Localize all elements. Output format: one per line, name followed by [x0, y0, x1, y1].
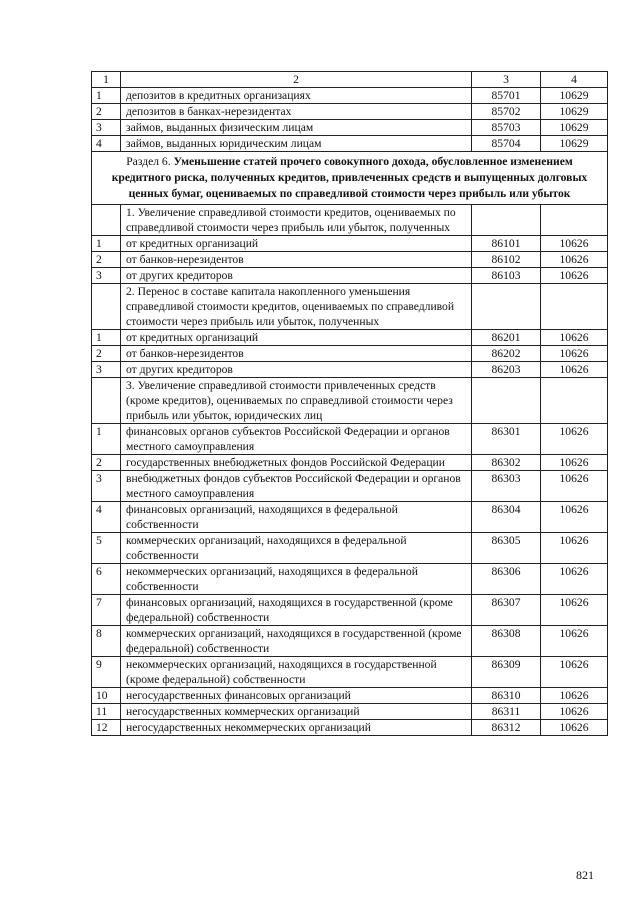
row-account: 10626: [541, 268, 608, 284]
group-heading: 2. Перенос в составе капитала накопленного уменьшения справедливой стоимости кредитов, оцениваемых по справедливой стоимости через прибыль или убыток, полученных: [121, 284, 472, 330]
row-number: 3: [92, 120, 121, 136]
row-number: 2: [92, 455, 121, 471]
row-number: 7: [92, 595, 121, 626]
group-heading-row: [92, 205, 608, 236]
row-code: 86304: [472, 502, 541, 533]
row-text: коммерческих организаций, находящихся в федеральной собственности: [121, 533, 472, 564]
row-text: займов, выданных физическим лицам: [121, 120, 472, 136]
row-text: финансовых организаций, находящихся в федеральной собственности: [121, 502, 472, 533]
row-number: 1: [92, 330, 121, 346]
header-cell: 1: [92, 72, 121, 88]
row-number: 2: [92, 346, 121, 362]
row-number: 1: [92, 424, 121, 455]
row-number: 1: [92, 236, 121, 252]
row-number: 4: [92, 136, 121, 152]
row-account: 10626: [541, 720, 608, 736]
row-account: 10626: [541, 704, 608, 720]
table-row: [92, 120, 608, 136]
row-code: 86308: [472, 626, 541, 657]
row-number: 5: [92, 533, 121, 564]
table-row: [92, 595, 608, 626]
row-account: 10626: [541, 626, 608, 657]
row-number: 1: [92, 88, 121, 104]
row-text: депозитов в кредитных организациях: [121, 88, 472, 104]
header-cell: 4: [541, 72, 608, 88]
row-account: 10626: [541, 533, 608, 564]
row-number: 11: [92, 704, 121, 720]
table-row: [92, 268, 608, 284]
row-number: 8: [92, 626, 121, 657]
row-account: 10626: [541, 455, 608, 471]
row-account: 10629: [541, 104, 608, 120]
row-code: 86103: [472, 268, 541, 284]
row-number: 4: [92, 502, 121, 533]
row-text: финансовых органов субъектов Российской Федерации и органов местного самоуправления: [121, 424, 472, 455]
row-code: 86302: [472, 455, 541, 471]
row-code: 86311: [472, 704, 541, 720]
page-number: 821: [576, 868, 594, 882]
row-code: 86201: [472, 330, 541, 346]
row-text: от кредитных организаций: [121, 236, 472, 252]
table-row: [92, 688, 608, 704]
row-number: 3: [92, 362, 121, 378]
row-account: 10626: [541, 236, 608, 252]
section-row: [92, 152, 608, 205]
row-code: 86305: [472, 533, 541, 564]
row-account: 10626: [541, 424, 608, 455]
row-text: от других кредиторов: [121, 268, 472, 284]
row-code: 85702: [472, 104, 541, 120]
row-account: 10626: [541, 688, 608, 704]
table-row: [92, 424, 608, 455]
row-code: 85703: [472, 120, 541, 136]
row-code: 85701: [472, 88, 541, 104]
table-row: [92, 88, 608, 104]
row-number: 12: [92, 720, 121, 736]
table-row: [92, 471, 608, 502]
row-number: 2: [92, 252, 121, 268]
group-heading: 1. Увеличение справедливой стоимости кредитов, оцениваемых по справедливой стоимости через прибыль или убыток, полученных: [121, 205, 472, 236]
row-account: 10629: [541, 120, 608, 136]
row-account: 10626: [541, 362, 608, 378]
row-number: 3: [92, 268, 121, 284]
table-row: [92, 564, 608, 595]
table-row: [92, 720, 608, 736]
row-account: 10629: [541, 136, 608, 152]
row-text: внебюджетных фондов субъектов Российской Федерации и органов местного самоуправления: [121, 471, 472, 502]
table-row: [92, 455, 608, 471]
row-account: 10626: [541, 502, 608, 533]
table-row: [92, 704, 608, 720]
row-text: некоммерческих организаций, находящихся в государственной (кроме федеральной) собственности: [121, 657, 472, 688]
header-row: [92, 72, 608, 88]
row-account: 10629: [541, 88, 608, 104]
row-account: 10626: [541, 330, 608, 346]
row-account: 10626: [541, 346, 608, 362]
row-code: 86202: [472, 346, 541, 362]
row-text: некоммерческих организаций, находящихся в федеральной собственности: [121, 564, 472, 595]
row-number: 3: [92, 471, 121, 502]
table-row: [92, 104, 608, 120]
table-row: [92, 236, 608, 252]
row-code: 86303: [472, 471, 541, 502]
table-row: [92, 330, 608, 346]
row-account: 10626: [541, 564, 608, 595]
row-text: от других кредиторов: [121, 362, 472, 378]
table-row: [92, 626, 608, 657]
table-row: [92, 362, 608, 378]
table-row: [92, 252, 608, 268]
table-row: [92, 136, 608, 152]
group-heading: 3. Увеличение справедливой стоимости привлеченных средств (кроме кредитов), оцениваемых по справедливой стоимости через прибыль или убыток, юридических лиц: [121, 378, 472, 424]
row-text: займов, выданных юридическим лицам: [121, 136, 472, 152]
row-number: 9: [92, 657, 121, 688]
table-row: [92, 657, 608, 688]
section-prefix: Раздел 6.: [126, 155, 174, 168]
section-heading: [92, 152, 608, 205]
row-text: негосударственных коммерческих организаций: [121, 704, 472, 720]
row-text: от банков-нерезидентов: [121, 252, 472, 268]
table-row: [92, 533, 608, 564]
row-code: 86306: [472, 564, 541, 595]
row-text: от банков-нерезидентов: [121, 346, 472, 362]
row-code: 85704: [472, 136, 541, 152]
section-title: Уменьшение статей прочего совокупного дохода, обусловленное изменением кредитного риска, полученных кредитов, привлеченных средств и выпущенных долговых ценных бумаг, оцениваемых по справедливой стоимости через прибыль или убыток: [111, 155, 588, 200]
accounts-table: [91, 71, 608, 736]
row-number: 6: [92, 564, 121, 595]
row-account: 10626: [541, 252, 608, 268]
row-code: 86310: [472, 688, 541, 704]
row-text: государственных внебюджетных фондов Российской Федерации: [121, 455, 472, 471]
row-code: 86312: [472, 720, 541, 736]
row-text: коммерческих организаций, находящихся в государственной (кроме федеральной) собственности: [121, 626, 472, 657]
row-code: 86203: [472, 362, 541, 378]
header-cell: 3: [472, 72, 541, 88]
row-code: 86309: [472, 657, 541, 688]
row-number: 10: [92, 688, 121, 704]
row-code: 86307: [472, 595, 541, 626]
row-text: депозитов в банках-нерезидентах: [121, 104, 472, 120]
row-code: 86102: [472, 252, 541, 268]
row-code: 86301: [472, 424, 541, 455]
group-heading-row: [92, 378, 608, 424]
row-account: 10626: [541, 657, 608, 688]
row-account: 10626: [541, 595, 608, 626]
row-text: от кредитных организаций: [121, 330, 472, 346]
row-text: негосударственных финансовых организаций: [121, 688, 472, 704]
table-row: [92, 346, 608, 362]
table-row: [92, 502, 608, 533]
row-number: 2: [92, 104, 121, 120]
row-text: финансовых организаций, находящихся в государственной (кроме федеральной) собственности: [121, 595, 472, 626]
row-code: 86101: [472, 236, 541, 252]
row-text: негосударственных некоммерческих организаций: [121, 720, 472, 736]
header-cell: 2: [121, 72, 472, 88]
row-account: 10626: [541, 471, 608, 502]
group-heading-row: [92, 284, 608, 330]
